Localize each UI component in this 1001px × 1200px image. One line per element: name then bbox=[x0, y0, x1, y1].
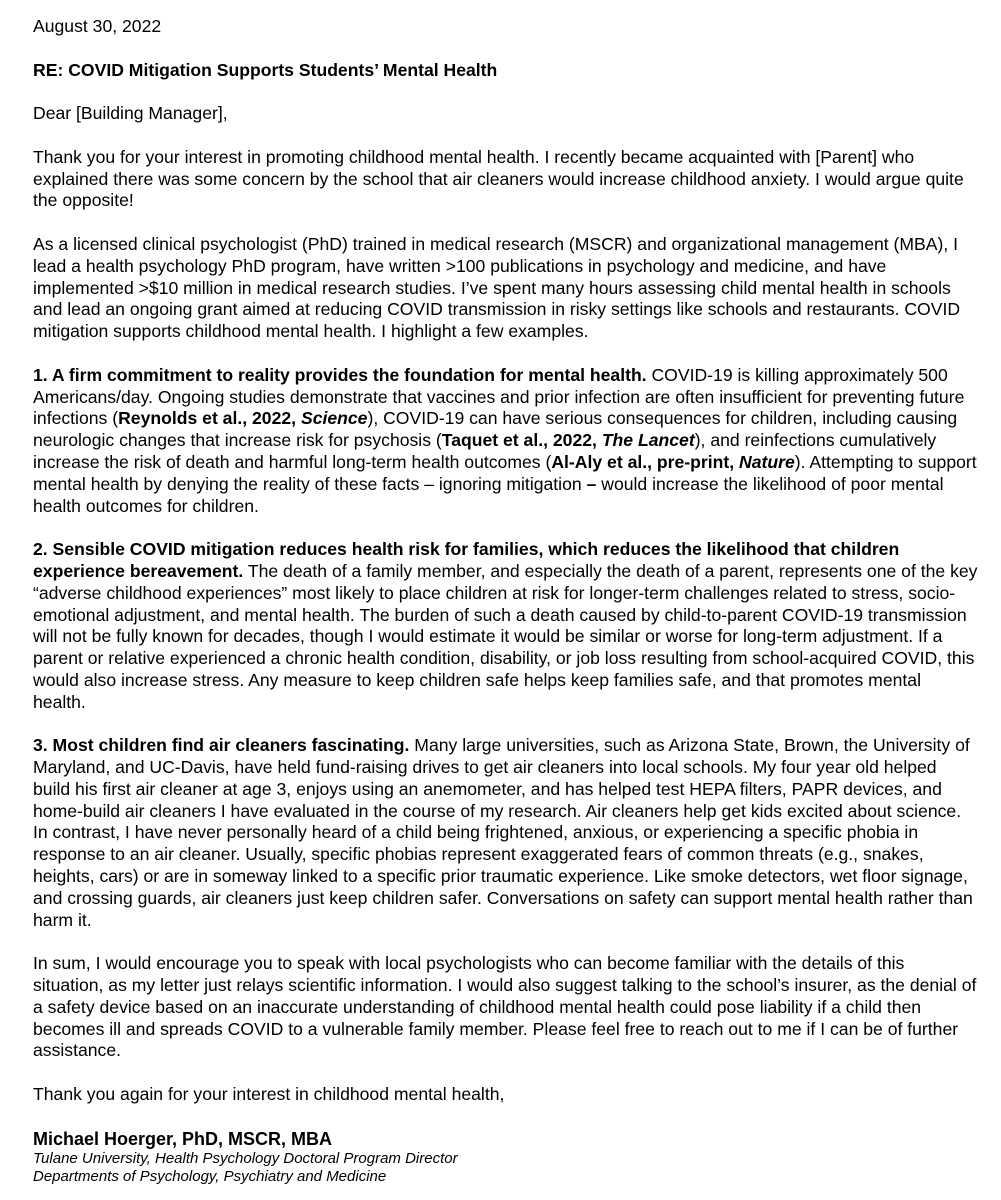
point-3-paragraph bbox=[33, 735, 978, 931]
citation-al-aly: Al-Aly et al., pre-print, bbox=[551, 451, 740, 472]
letter-subject bbox=[33, 60, 978, 82]
point-1-heading: 1. A firm commitment to reality provides the foundation for mental health. bbox=[33, 364, 647, 385]
point-2-paragraph bbox=[33, 539, 978, 713]
point-2-heading: 2. Sensible COVID mitigation reduces health risk for families, which reduces the likelihood that children experience bereavement. bbox=[33, 539, 900, 581]
point-1-paragraph bbox=[33, 365, 978, 518]
point-1-text: ), COVID-19 can have serious consequences for children, including causing neurologic changes that increase risk for psychosis ( bbox=[33, 408, 958, 451]
citation-taquet: Taquet et al., 2022, bbox=[441, 430, 602, 451]
point-2-text: The death of a family member, and especially the death of a parent, represents one of the key “adverse childhood experiences” most likely to place children at risk for longer-term challenges related to stress, socio-emotional adjustment, and mental health. The burden of such a death caused by child-to-parent COVID-19 transmission will not be fully known for decades, though I would estimate it would be similar or worse for long-term adjustment. If a parent or relative experienced a chronic health condition, disability, or job loss resulting from school-acquired COVID, this would also increase stress. Any measure to keep children safe helps keep families safe, and that promotes mental health. bbox=[33, 560, 978, 712]
point-1-text: ). Attempting to support mental health by denying the reality of these facts – ignoring mitigation bbox=[33, 451, 977, 494]
bold-dash: – bbox=[586, 473, 597, 494]
journal-lancet: The Lancet bbox=[601, 430, 695, 451]
point-1-text: COVID-19 is killing approximately 500 Americans/day. Ongoing studies demonstrate that vaccines and prior infection are often insufficient for preventing future infections ( bbox=[33, 364, 965, 429]
signature-departments: Departments of Psychology, Psychiatry and Medicine bbox=[33, 1167, 387, 1185]
journal-nature: Nature bbox=[739, 451, 795, 472]
point-1-text: would increase the likelihood of poor mental health outcomes for children. bbox=[33, 473, 944, 516]
credentials-paragraph: As a licensed clinical psychologist (PhD) trained in medical research (MSCR) and organizational management (MBA), I lead a health psychology PhD program, have written >100 publications in psychology and medicine, and have implemented >$10 million in medical research studies. I’ve spent many hours assessing child mental health in schools and lead an ongoing grant aimed at reducing COVID transmission in risky settings like schools and restaurants. COVID mitigation supports childhood mental health. I highlight a few examples. bbox=[33, 233, 961, 342]
letter bbox=[33, 16, 978, 1186]
signature-title: Tulane University, Health Psychology Doctoral Program Director bbox=[33, 1149, 458, 1167]
signature-block bbox=[33, 1128, 978, 1186]
summary-paragraph: In sum, I would encourage you to speak with local psychologists who can become familiar with the details of this situation, as my letter just relays scientific information. I would also suggest talking to the school’s insurer, as the denial of a safety device based on an inaccurate understanding of childhood mental health could pose liability if a child then becomes ill and spreads COVID to a vulnerable family member. Please feel free to reach out to me if I can be of further assistance. bbox=[33, 953, 977, 1061]
closing-line: Thank you again for your interest in childhood mental health, bbox=[33, 1084, 505, 1105]
journal-science: Science bbox=[300, 408, 368, 429]
intro-paragraph: Thank you for your interest in promoting childhood mental health. I recently became acquainted with [Parent] who explained there was some concern by the school that air cleaners would increase childhood anxiety. I would argue quite the opposite! bbox=[33, 146, 964, 211]
letter-date: August 30, 2022 bbox=[33, 16, 162, 36]
point-3-heading: 3. Most children find air cleaners fascinating. bbox=[33, 735, 410, 756]
subject-text: RE: COVID Mitigation Supports Students’ Mental Health bbox=[33, 59, 498, 80]
citation-reynolds: Reynolds et al., 2022, bbox=[118, 408, 301, 429]
point-3-text: Many large universities, such as Arizona State, Brown, the University of Maryland, and UC-Davis, have held fund-raising drives to get air cleaners into local schools. My four year old helped build his first air cleaner at age 3, enjoys using an anemometer, and has helped test HEPA filters, PAPR devices, and home-build air cleaners I have evaluated in the course of my research. Air cleaners help get kids excited about science. In contrast, I have never personally heard of a child being frightened, anxious, or experiencing a specific phobia in response to an air cleaner. Usually, specific phobias represent exaggerated fears of common threats (e.g., snakes, heights, cars) or are in someway linked to a specific prior traumatic experience. Like smoke detectors, wet floor signage, and crossing guards, air cleaners just keep children safer. Conversations on safety can support mental health rather than harm it. bbox=[33, 735, 973, 930]
point-1-text: ), and reinfections cumulatively increase the risk of death and harmful long-term health outcomes ( bbox=[33, 430, 937, 472]
signature-name: Michael Hoerger, PhD, MSCR, MBA bbox=[33, 1128, 333, 1149]
salutation: Dear [Building Manager], bbox=[33, 103, 228, 124]
